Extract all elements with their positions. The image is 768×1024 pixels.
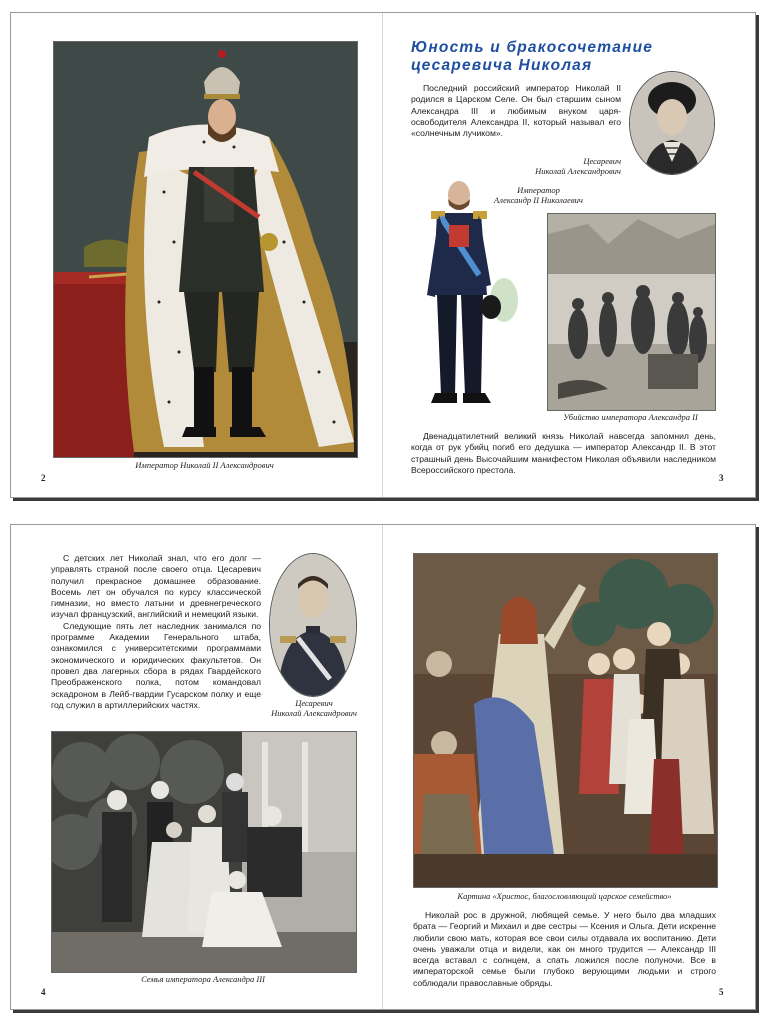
page-number-5: 5 <box>719 987 724 997</box>
caption-assassination: Убийство императора Александра II <box>563 412 698 422</box>
spread-fold <box>382 13 383 497</box>
page-title-line-1: Юность и бракосочетание <box>411 39 654 56</box>
page-title <box>411 39 681 75</box>
spread-fold <box>382 525 383 1009</box>
page-title-line-2: цесаревича Николая <box>411 57 593 74</box>
education-text <box>51 553 261 711</box>
caption-alexander-ii-line-1: Император <box>517 185 560 195</box>
caption-young-nicholas-line-2: Николай Александрович <box>535 166 621 176</box>
paragraph-assassination <box>411 431 716 476</box>
portrait-nicholas-ii <box>53 41 358 458</box>
caption-young-nicholas-line-1: Цесаревич <box>583 156 621 166</box>
caption-tsesarevich <box>259 698 369 718</box>
intro-paragraph: Последний российский император Николай II родился в Царском Селе. Он был старшим сыном Александра III и любимым внуком царя-освободителя Александра II, который называл его «солнечным лучиком». <box>411 83 621 139</box>
education-paragraph-1: С детских лет Николай знал, что его долг — управлять страной после своего отца. Цесаревич получил прекрасное домашнее образование. Восемь лет он обучался по курсу классической гимназии, но вместо латыни и древнегреческого изучал французский, английский и немецкий языки. <box>51 553 261 620</box>
caption-family: Семья императора Александра III <box>141 974 265 984</box>
caption-tsesarevich-line-1: Цесаревич <box>295 698 333 708</box>
page-number-4: 4 <box>41 987 46 997</box>
caption-alexander-ii-line-2: Александр II Николаевич <box>494 195 583 205</box>
page-number-right: 3 <box>719 473 724 483</box>
page-number-left: 2 <box>41 473 46 483</box>
painting-christ-blessing <box>413 553 718 888</box>
caption-tsesarevich-line-2: Николай Александрович <box>271 708 357 718</box>
caption-nicholas-ii: Император Николай II Александрович <box>135 460 274 470</box>
photo-tsesarevich-uniform <box>269 553 357 697</box>
figure-alexander-ii <box>409 175 539 420</box>
intro-text <box>411 83 621 139</box>
spread-pages-4-5 <box>10 524 756 1010</box>
paragraph-assassination-text: Двенадцатилетний великий князь Николай навсегда запомнил день, когда от рук убийц погиб его дедушка — император Александр II. В этот страшный день Высочайшим манифестом Николая объявили наследником Всероссийского престола. <box>411 431 716 475</box>
family-text <box>413 910 716 989</box>
education-paragraph-2: Следующие пять лет наследник занимался по программе Академии Генерального штаба, ознакомился с университетскими программами экономического и юридических факультетов. Он провел два лагерных сбора в рядах Гвардейского Преображенского полка, потом командовал эскадроном в Лейб-гвардии Гусарском полку и еще год служил в артиллерийских частях. <box>51 620 261 710</box>
photo-family-alexander-iii <box>51 731 357 973</box>
caption-young-nicholas <box>511 156 621 176</box>
engraving-assassination <box>547 213 716 411</box>
family-paragraph: Николай рос в дружной, любящей семье. У него было два младших брата — Георгий и Михаил и две сестры — Ксения и Ольга. Дети искренне любили свою мать, которая все свои силы отдавала их воспитанию. Дети очень уважали отца и видели, как он много трудится — Александр III всегда вставал с солнцем, а спать ложился после полуночи. Все в императорской семье были глубоко верующими людьми и строго соблюдали православные обряды. <box>413 910 716 988</box>
caption-painting: Картина «Христос, благословляющий царское семейство» <box>457 891 672 901</box>
spread-pages-2-3 <box>10 12 756 498</box>
photo-young-nicholas <box>629 71 715 175</box>
